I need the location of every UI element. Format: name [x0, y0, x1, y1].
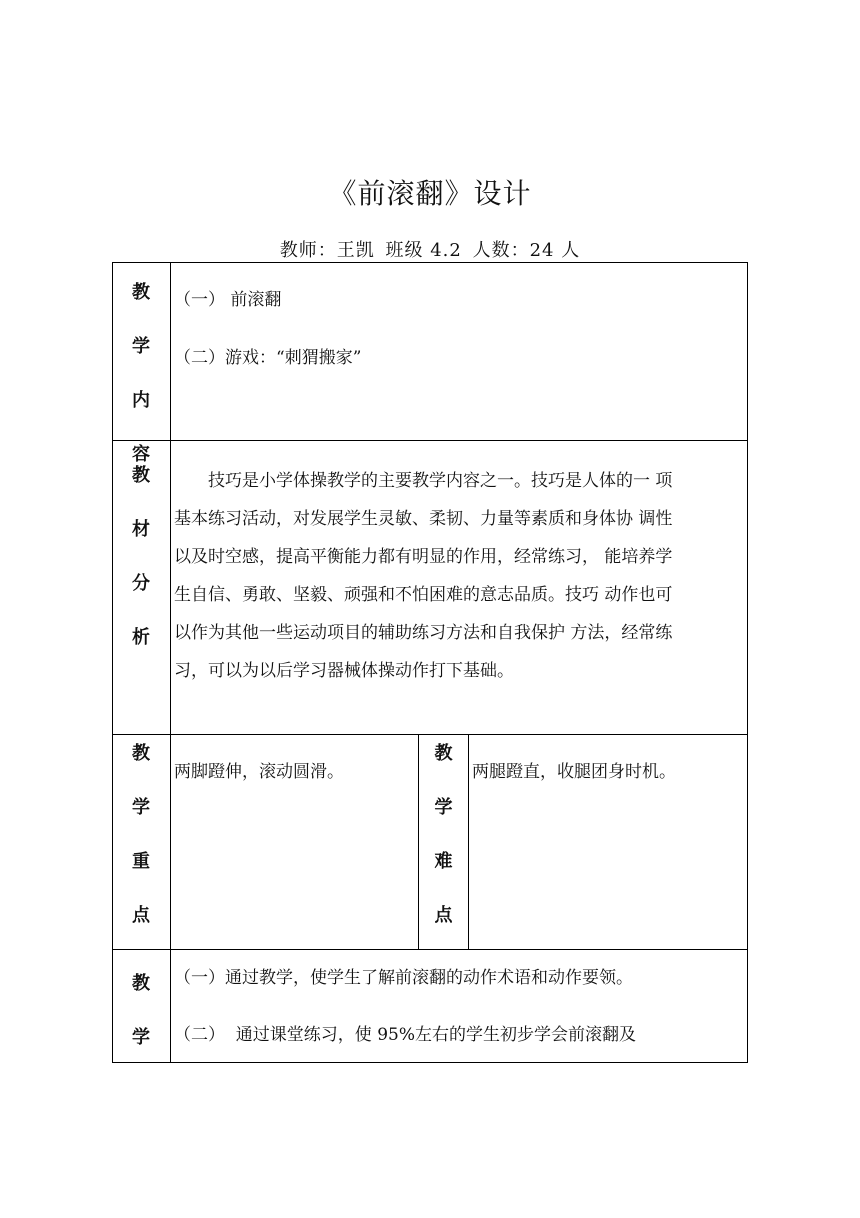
document-meta: [0, 236, 860, 262]
key-points-text: 两脚蹬伸，滚动圆滑。: [174, 762, 344, 782]
content-item: （二）游戏：“刺猬搬家”: [174, 348, 362, 368]
row-divider: [112, 734, 748, 735]
objective-item: （二） 通过课堂练习，使 95%左右的学生初步学会前滚翻及: [174, 1025, 636, 1045]
content-label: 教 学 内 容: [132, 282, 150, 465]
table-border-bottom: [112, 1062, 748, 1063]
analysis-line: 技巧是小学体操教学的主要教学内容之一。技巧是人体的一 项: [174, 471, 673, 491]
analysis-label: 教 材 分 析: [132, 465, 150, 648]
analysis-line: 以及时空感，提高平衡能力都有明显的作用，经常练习， 能培养学: [174, 547, 673, 567]
analysis-line: 习，可以为以后学习器械体操动作打下基础。: [174, 661, 514, 681]
analysis-line: 以作为其他一些运动项目的辅助练习方法和自我保护 方法，经常练: [174, 623, 673, 643]
analysis-line: 基本练习活动，对发展学生灵敏、柔韧、力量等素质和身体协 调性: [174, 509, 673, 529]
row-divider: [112, 440, 748, 441]
analysis-line: 生自信、勇敢、坚毅、顽强和不怕困难的意志品质。技巧 动作也可: [174, 585, 673, 605]
content-item: （一） 前滚翻: [174, 290, 282, 310]
difficulties-text: 两腿蹬直，收腿团身时机。: [472, 762, 676, 782]
objectives-label: 教 学: [132, 973, 150, 1048]
analysis-paragraph: [174, 462, 748, 690]
split-divider-right: [468, 734, 469, 949]
label-column-divider: [170, 262, 171, 1063]
difficulties-label: 教 学 难 点: [434, 743, 453, 926]
objective-item: （一）通过教学，使学生了解前滚翻的动作术语和动作要领。: [174, 968, 633, 988]
table-border-top: [112, 262, 748, 263]
student-count: 人数：24 人: [472, 240, 581, 261]
teacher-name: 教师：王凯: [279, 240, 375, 261]
key-points-label: 教 学 重 点: [132, 743, 150, 926]
class-name: 班级 4.2: [385, 240, 462, 261]
document-title: 《前滚翻》设计: [328, 177, 532, 210]
